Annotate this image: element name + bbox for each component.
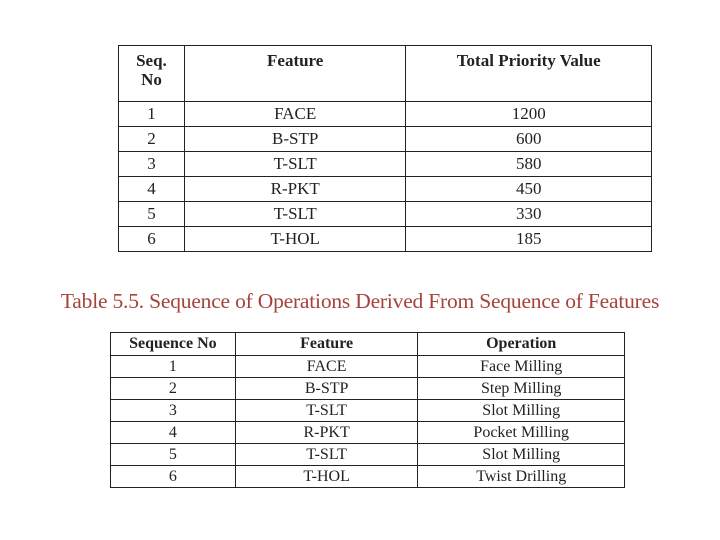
feature-cell: T-SLT xyxy=(235,444,418,466)
priority-table xyxy=(118,45,652,252)
table-row xyxy=(111,356,625,378)
feature-cell: T-HOL xyxy=(235,466,418,488)
operation-cell: Twist Drilling xyxy=(418,466,625,488)
header-feature: Feature xyxy=(235,333,418,356)
priority-cell: 330 xyxy=(406,202,652,227)
feature-cell: T-SLT xyxy=(184,152,406,177)
feature-cell: FACE xyxy=(184,102,406,127)
table-header-row xyxy=(119,46,652,102)
operations-table xyxy=(110,332,625,488)
table-row xyxy=(119,202,652,227)
header-feature: Feature xyxy=(184,46,406,102)
operation-cell: Pocket Milling xyxy=(418,422,625,444)
table-row xyxy=(119,152,652,177)
priority-cell: 450 xyxy=(406,177,652,202)
seq-cell: 2 xyxy=(119,127,185,152)
table-row xyxy=(111,444,625,466)
seq-cell: 1 xyxy=(111,356,236,378)
priority-cell: 580 xyxy=(406,152,652,177)
seq-cell: 6 xyxy=(111,466,236,488)
feature-cell: T-SLT xyxy=(235,400,418,422)
seq-cell: 2 xyxy=(111,378,236,400)
seq-cell: 3 xyxy=(111,400,236,422)
operation-cell: Slot Milling xyxy=(418,444,625,466)
seq-cell: 3 xyxy=(119,152,185,177)
operation-cell: Step Milling xyxy=(418,378,625,400)
table-row xyxy=(119,127,652,152)
feature-cell: B-STP xyxy=(235,378,418,400)
table-row xyxy=(111,422,625,444)
feature-cell: R-PKT xyxy=(184,177,406,202)
operation-cell: Slot Milling xyxy=(418,400,625,422)
feature-cell: FACE xyxy=(235,356,418,378)
priority-cell: 185 xyxy=(406,227,652,252)
table-row xyxy=(111,400,625,422)
seq-cell: 4 xyxy=(119,177,185,202)
seq-cell: 1 xyxy=(119,102,185,127)
seq-cell: 6 xyxy=(119,227,185,252)
header-seq-no: Seq. No xyxy=(119,46,185,102)
seq-cell: 5 xyxy=(119,202,185,227)
table-row xyxy=(119,177,652,202)
table-header-row xyxy=(111,333,625,356)
seq-cell: 5 xyxy=(111,444,236,466)
feature-cell: B-STP xyxy=(184,127,406,152)
priority-cell: 600 xyxy=(406,127,652,152)
feature-cell: T-HOL xyxy=(184,227,406,252)
table-row xyxy=(119,102,652,127)
header-sequence-no: Sequence No xyxy=(111,333,236,356)
table-row xyxy=(119,227,652,252)
priority-cell: 1200 xyxy=(406,102,652,127)
header-total-priority-value: Total Priority Value xyxy=(406,46,652,102)
feature-cell: R-PKT xyxy=(235,422,418,444)
table-caption: Table 5.5. Sequence of Operations Derived From Sequence of Features xyxy=(60,289,660,313)
operation-cell: Face Milling xyxy=(418,356,625,378)
seq-cell: 4 xyxy=(111,422,236,444)
table-row xyxy=(111,466,625,488)
feature-cell: T-SLT xyxy=(184,202,406,227)
table-row xyxy=(111,378,625,400)
header-operation: Operation xyxy=(418,333,625,356)
